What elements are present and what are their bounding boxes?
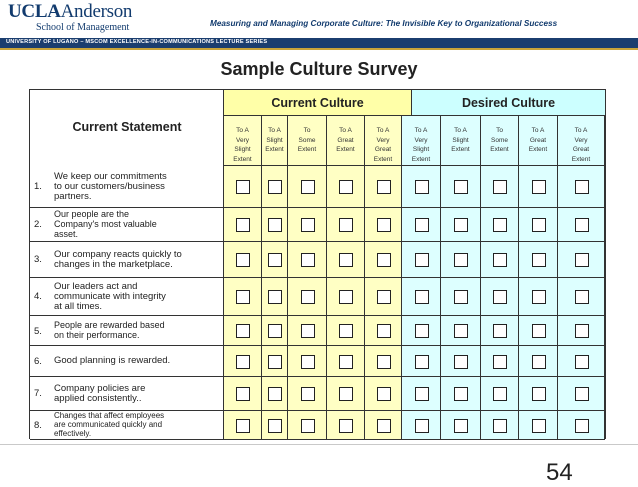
current-rating-cell (224, 166, 262, 208)
desired-rating-cell (402, 278, 441, 316)
current-rating-checkbox[interactable] (339, 180, 353, 194)
desired-rating-cell (558, 166, 605, 208)
current-rating-checkbox[interactable] (301, 387, 315, 401)
current-rating-checkbox[interactable] (301, 218, 315, 232)
statement-number: 1. (34, 180, 42, 192)
current-rating-cell (224, 411, 262, 440)
current-rating-checkbox[interactable] (236, 419, 250, 433)
current-rating-cell (262, 208, 288, 242)
current-rating-checkbox[interactable] (377, 419, 391, 433)
current-culture-header: Current Culture (224, 90, 412, 116)
desired-scale-header-4: To A Great Extent (519, 116, 558, 166)
current-rating-cell (262, 377, 288, 411)
desired-rating-checkbox[interactable] (532, 419, 546, 433)
statement-text: People are rewarded based on their performance. (54, 320, 165, 340)
desired-rating-cell (441, 411, 481, 440)
statement-number: 2. (34, 219, 42, 231)
current-rating-checkbox[interactable] (301, 419, 315, 433)
current-rating-cell (365, 278, 402, 316)
current-scale-header-3: To Some Extent (288, 116, 327, 166)
desired-rating-checkbox[interactable] (415, 419, 429, 433)
current-rating-checkbox[interactable] (377, 218, 391, 232)
desired-rating-checkbox[interactable] (493, 355, 507, 369)
desired-rating-checkbox[interactable] (415, 324, 429, 338)
desired-rating-cell (481, 278, 519, 316)
desired-rating-cell (402, 346, 441, 377)
current-rating-cell (365, 411, 402, 440)
desired-rating-cell (441, 278, 481, 316)
current-rating-cell (327, 278, 365, 316)
current-rating-checkbox[interactable] (339, 290, 353, 304)
current-rating-checkbox[interactable] (236, 253, 250, 267)
desired-rating-cell (402, 166, 441, 208)
desired-rating-checkbox[interactable] (575, 218, 589, 232)
current-rating-checkbox[interactable] (236, 180, 250, 194)
statement-row (30, 166, 224, 208)
desired-rating-checkbox[interactable] (454, 290, 468, 304)
survey-grid (29, 89, 606, 439)
current-rating-cell (224, 278, 262, 316)
desired-rating-cell (558, 411, 605, 440)
desired-rating-checkbox[interactable] (454, 253, 468, 267)
desired-rating-checkbox[interactable] (493, 290, 507, 304)
desired-rating-checkbox[interactable] (454, 387, 468, 401)
desired-rating-checkbox[interactable] (493, 218, 507, 232)
current-rating-cell (262, 242, 288, 278)
desired-rating-cell (558, 208, 605, 242)
desired-rating-checkbox[interactable] (415, 290, 429, 304)
current-rating-checkbox[interactable] (268, 387, 282, 401)
statement-row (30, 411, 224, 440)
desired-rating-checkbox[interactable] (575, 253, 589, 267)
current-rating-checkbox[interactable] (236, 218, 250, 232)
desired-rating-checkbox[interactable] (493, 180, 507, 194)
desired-rating-checkbox[interactable] (415, 355, 429, 369)
desired-rating-checkbox[interactable] (575, 419, 589, 433)
desired-rating-checkbox[interactable] (415, 387, 429, 401)
current-rating-checkbox[interactable] (268, 419, 282, 433)
current-rating-cell (262, 316, 288, 346)
desired-rating-checkbox[interactable] (575, 180, 589, 194)
statement-row (30, 377, 224, 411)
current-scale-header-1: To A Very Slight Extent (224, 116, 262, 166)
current-rating-cell (327, 166, 365, 208)
desired-rating-cell (558, 278, 605, 316)
current-rating-cell (262, 411, 288, 440)
current-rating-checkbox[interactable] (377, 180, 391, 194)
desired-rating-cell (481, 242, 519, 278)
statement-number: 8. (34, 420, 42, 432)
desired-rating-checkbox[interactable] (454, 218, 468, 232)
current-rating-cell (224, 208, 262, 242)
desired-culture-header: Desired Culture (412, 90, 605, 116)
desired-rating-checkbox[interactable] (532, 180, 546, 194)
statement-header-label: Current Statement (72, 120, 182, 134)
current-rating-cell (365, 208, 402, 242)
statement-text: Company policies are applied consistently.. (54, 382, 146, 404)
page-number: 54 (546, 459, 573, 486)
statement-header (30, 90, 224, 166)
current-rating-checkbox[interactable] (236, 387, 250, 401)
statement-number: 5. (34, 325, 42, 337)
current-rating-checkbox[interactable] (268, 355, 282, 369)
logo-secondary: Anderson (60, 1, 133, 22)
current-rating-cell (327, 208, 365, 242)
desired-rating-cell (558, 377, 605, 411)
current-rating-cell (288, 166, 327, 208)
desired-rating-checkbox[interactable] (532, 387, 546, 401)
desired-rating-checkbox[interactable] (532, 290, 546, 304)
current-rating-checkbox[interactable] (236, 290, 250, 304)
current-rating-checkbox[interactable] (339, 253, 353, 267)
statement-number: 4. (34, 290, 42, 302)
current-rating-checkbox[interactable] (377, 253, 391, 267)
desired-rating-cell (519, 242, 558, 278)
desired-rating-cell (402, 242, 441, 278)
current-rating-cell (327, 346, 365, 377)
desired-rating-checkbox[interactable] (532, 324, 546, 338)
desired-rating-cell (441, 242, 481, 278)
statement-row (30, 346, 224, 377)
statement-row (30, 242, 224, 278)
current-rating-checkbox[interactable] (377, 387, 391, 401)
current-rating-cell (262, 346, 288, 377)
desired-rating-cell (441, 208, 481, 242)
desired-rating-cell (519, 208, 558, 242)
desired-rating-cell (402, 377, 441, 411)
current-rating-cell (224, 242, 262, 278)
statement-row (30, 208, 224, 242)
current-rating-checkbox[interactable] (339, 324, 353, 338)
desired-rating-checkbox[interactable] (493, 324, 507, 338)
desired-rating-cell (558, 346, 605, 377)
desired-scale-header-5: To A Very Great Extent (558, 116, 605, 166)
current-rating-checkbox[interactable] (377, 324, 391, 338)
statement-text: Our people are the Company's most valuable asset. (54, 209, 157, 239)
current-rating-checkbox[interactable] (301, 355, 315, 369)
desired-rating-cell (402, 208, 441, 242)
desired-rating-cell (402, 316, 441, 346)
desired-rating-checkbox[interactable] (415, 218, 429, 232)
current-rating-checkbox[interactable] (236, 324, 250, 338)
desired-rating-cell (519, 377, 558, 411)
current-rating-checkbox[interactable] (268, 324, 282, 338)
current-rating-cell (365, 242, 402, 278)
desired-rating-checkbox[interactable] (575, 355, 589, 369)
footer-rule (0, 444, 638, 445)
current-scale-header-5: To A Very Great Extent (365, 116, 402, 166)
current-scale-header-2: To A Slight Extent (262, 116, 288, 166)
current-rating-cell (224, 377, 262, 411)
page-title: Sample Culture Survey (220, 59, 418, 79)
statement-text: Good planning is rewarded. (54, 355, 171, 367)
current-rating-cell (262, 278, 288, 316)
current-rating-cell (327, 411, 365, 440)
current-rating-checkbox[interactable] (301, 253, 315, 267)
desired-rating-cell (519, 278, 558, 316)
desired-rating-checkbox[interactable] (454, 180, 468, 194)
statement-text: Our leaders act and communicate with integrity at all times. (54, 280, 166, 313)
current-rating-checkbox[interactable] (377, 290, 391, 304)
desired-rating-checkbox[interactable] (493, 419, 507, 433)
current-rating-cell (288, 208, 327, 242)
desired-rating-cell (481, 346, 519, 377)
header-title: Measuring and Managing Corporate Culture: The Invisible Key to Organizational Success (210, 19, 558, 28)
desired-rating-checkbox[interactable] (454, 355, 468, 369)
desired-rating-checkbox[interactable] (575, 387, 589, 401)
statement-text: Changes that affect employees are communicated quickly and effectively. (54, 411, 165, 438)
logo-primary: UCLA (8, 1, 61, 22)
desired-rating-cell (519, 411, 558, 440)
desired-rating-cell (402, 411, 441, 440)
current-rating-cell (288, 411, 327, 440)
desired-scale-header-2: To A Slight Extent (441, 116, 481, 166)
current-rating-cell (365, 316, 402, 346)
current-rating-checkbox[interactable] (339, 218, 353, 232)
desired-rating-cell (481, 166, 519, 208)
desired-rating-checkbox[interactable] (532, 218, 546, 232)
current-rating-checkbox[interactable] (301, 180, 315, 194)
desired-rating-cell (441, 316, 481, 346)
desired-scale-header-1: To A Very Slight Extent (402, 116, 441, 166)
current-rating-cell (288, 278, 327, 316)
current-rating-cell (327, 377, 365, 411)
current-rating-checkbox[interactable] (268, 253, 282, 267)
desired-rating-checkbox[interactable] (575, 324, 589, 338)
desired-rating-cell (481, 377, 519, 411)
current-rating-checkbox[interactable] (301, 290, 315, 304)
statement-row (30, 316, 224, 346)
desired-rating-cell (441, 377, 481, 411)
desired-rating-checkbox[interactable] (454, 324, 468, 338)
desired-rating-cell (558, 242, 605, 278)
current-rating-cell (288, 242, 327, 278)
statement-number: 6. (34, 356, 42, 368)
statement-row (30, 278, 224, 316)
desired-rating-cell (481, 208, 519, 242)
current-rating-cell (365, 377, 402, 411)
current-rating-cell (288, 346, 327, 377)
desired-rating-cell (519, 346, 558, 377)
current-rating-cell (262, 166, 288, 208)
survey-table (29, 89, 606, 439)
statement-text: We keep our commitments to our customers/business partners. (54, 170, 167, 203)
series-band-text: UNIVERSITY OF LUGANO – MSCOM EXCELLENCE-IN-COMMUNICATIONS LECTURE SERIES (6, 39, 268, 45)
desired-rating-checkbox[interactable] (454, 419, 468, 433)
desired-rating-cell (441, 166, 481, 208)
desired-rating-checkbox[interactable] (532, 355, 546, 369)
header (0, 0, 638, 36)
desired-rating-cell (519, 166, 558, 208)
desired-scale-header-3: To Some Extent (481, 116, 519, 166)
current-rating-cell (365, 346, 402, 377)
desired-rating-checkbox[interactable] (415, 253, 429, 267)
current-rating-cell (327, 316, 365, 346)
desired-rating-checkbox[interactable] (493, 387, 507, 401)
desired-rating-cell (481, 411, 519, 440)
desired-rating-cell (441, 346, 481, 377)
desired-rating-checkbox[interactable] (532, 253, 546, 267)
desired-rating-checkbox[interactable] (575, 290, 589, 304)
desired-rating-cell (481, 316, 519, 346)
series-band (0, 38, 638, 50)
current-rating-checkbox[interactable] (339, 419, 353, 433)
desired-rating-cell (519, 316, 558, 346)
current-rating-checkbox[interactable] (377, 355, 391, 369)
statement-number: 3. (34, 254, 42, 266)
current-rating-checkbox[interactable] (301, 324, 315, 338)
statement-number: 7. (34, 388, 42, 400)
current-rating-cell (288, 377, 327, 411)
logo-sub: School of Management (36, 22, 130, 33)
current-rating-cell (365, 166, 402, 208)
desired-rating-checkbox[interactable] (415, 180, 429, 194)
current-rating-cell (224, 316, 262, 346)
current-rating-checkbox[interactable] (236, 355, 250, 369)
current-rating-checkbox[interactable] (268, 290, 282, 304)
current-rating-checkbox[interactable] (268, 218, 282, 232)
current-rating-checkbox[interactable] (339, 387, 353, 401)
ucla-anderson-logo (8, 2, 132, 33)
current-rating-checkbox[interactable] (268, 180, 282, 194)
desired-rating-cell (558, 316, 605, 346)
current-rating-cell (288, 316, 327, 346)
current-rating-cell (224, 346, 262, 377)
statement-text: Our company reacts quickly to changes in the marketplace. (54, 248, 182, 270)
current-rating-cell (327, 242, 365, 278)
current-rating-checkbox[interactable] (339, 355, 353, 369)
current-scale-header-4: To A Great Extent (327, 116, 365, 166)
desired-rating-checkbox[interactable] (493, 253, 507, 267)
